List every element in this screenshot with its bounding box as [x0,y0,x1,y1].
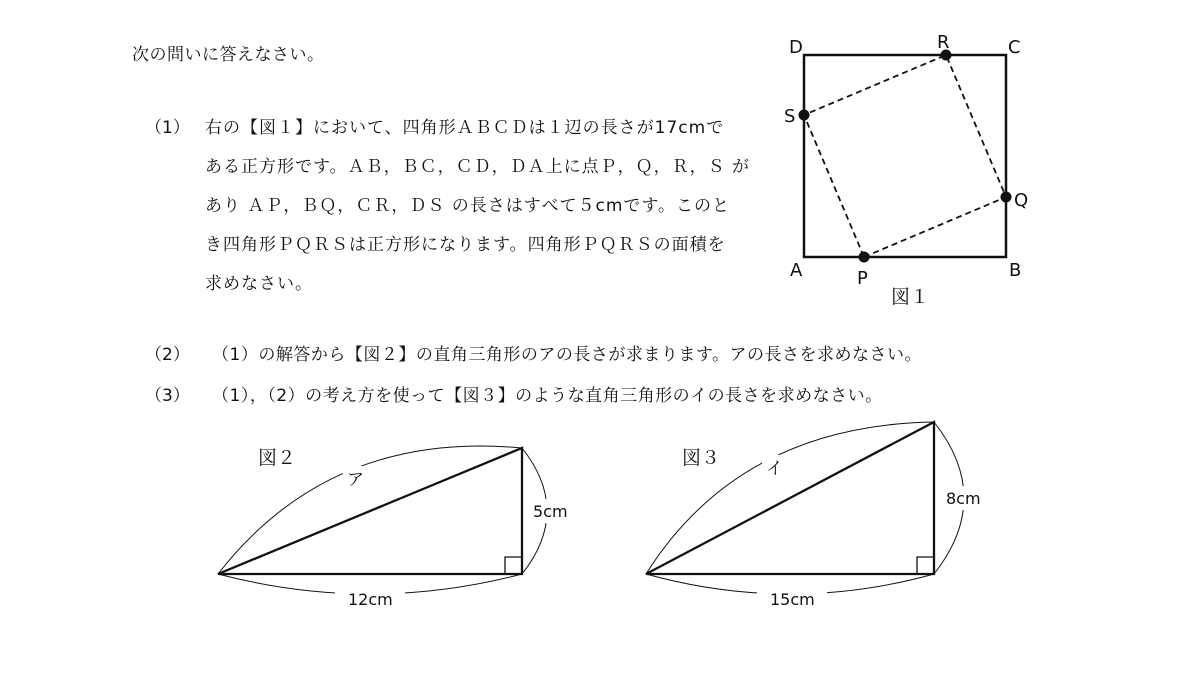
question-1-line-1: 右の【図１】において、四角形ＡＢＣＤは１辺の長さが17cmで [205,118,725,138]
height-label-5cm: 5cm [533,502,568,521]
question-1-line-5: 求めなさい。 [205,274,313,294]
instruction-text: 次の問いに答えなさい。 [132,45,325,65]
question-3-number: （3） [145,386,190,406]
question-1-line-4: き四角形ＰＱＲＳは正方形になります。四角形ＰＱＲＳの面積を [205,235,726,255]
point-s-label: S [784,106,796,127]
point-p-label: P [857,268,868,289]
question-1-line-3: あり ＡＰ，ＢＱ，ＣＲ，ＤＳ の長さはすべて５cmです。このと [205,196,731,216]
figure-3-caption: 図３ [682,447,721,469]
vertex-d-label: D [789,37,803,58]
vertex-a-label: A [790,260,803,281]
figure-1-caption: 図１ [891,286,930,308]
point-r-label: R [937,32,950,53]
point-q-label: Q [1014,190,1029,211]
question-1-number: （1） [145,118,190,138]
hypotenuse-label-a: ア [347,470,364,490]
question-3-text: （1），（2）の考え方を使って【図３】のような直角三角形のイの長さを求めなさい。 [212,386,883,406]
base-label-12cm: 12cm [348,590,393,609]
right-angle-mark-3 [917,557,934,574]
vertex-b-label: B [1009,260,1022,281]
triangle-3 [646,422,934,574]
base-label-15cm: 15cm [770,590,815,609]
question-2-number: （2） [145,345,190,365]
figure-2-caption: 図２ [258,447,297,469]
hypotenuse-label-i: イ [766,459,783,479]
question-1-line-2: ある正方形です。ＡＢ，ＢＣ，ＣＤ，ＤＡ上に点Ｐ，Ｑ，Ｒ，Ｓ が [205,157,751,177]
question-2-text: （1）の解答から【図２】の直角三角形のアの長さが求まります。アの長さを求めなさい。 [212,345,922,365]
vertex-c-label: C [1008,37,1021,58]
height-label-8cm: 8cm [946,489,981,508]
